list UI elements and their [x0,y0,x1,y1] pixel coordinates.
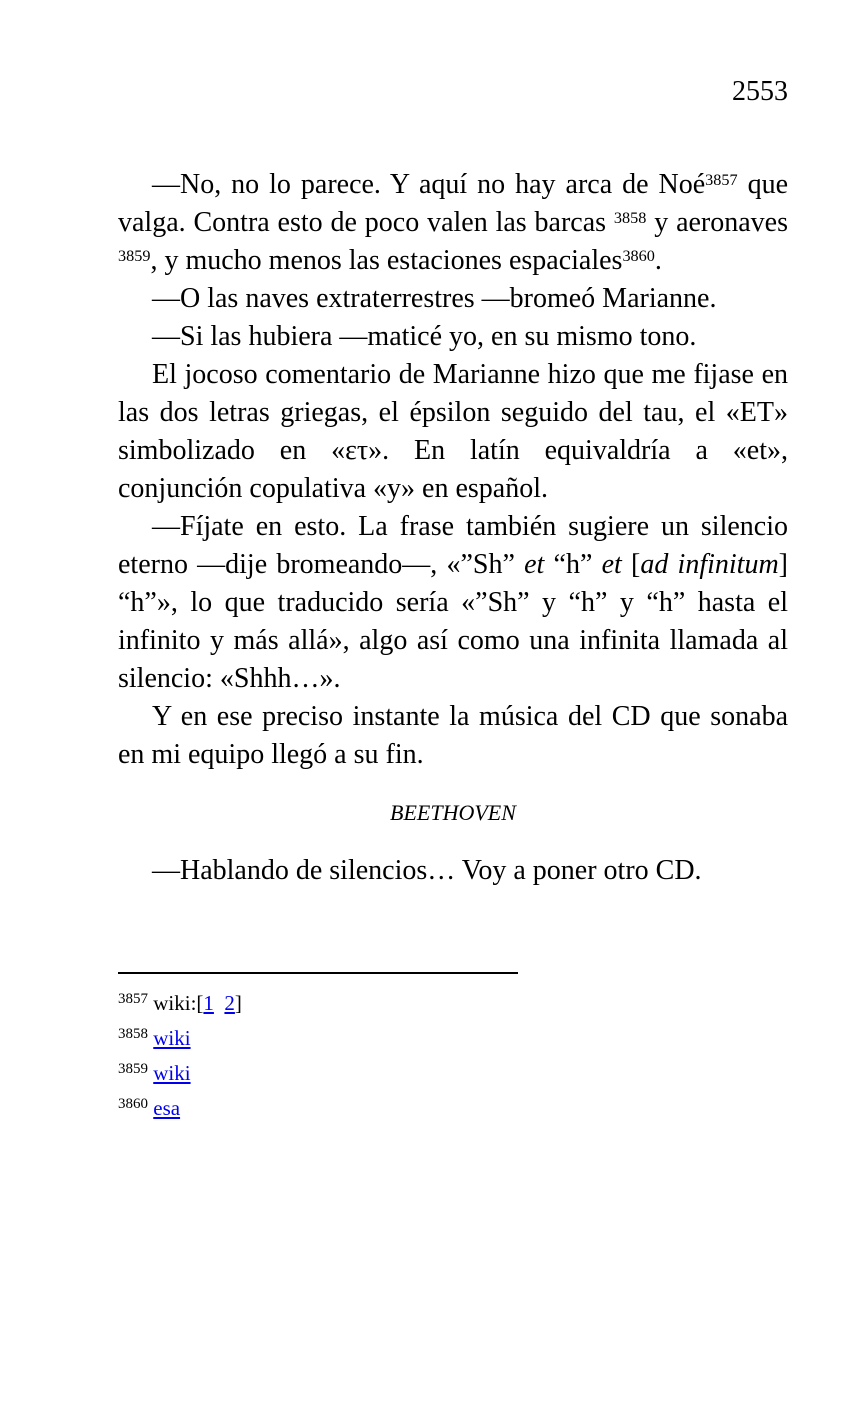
paragraph: —Si las hubiera —maticé yo, en su mismo tono. [152,321,697,352]
footnote-item [118,1019,788,1054]
footnotes [118,972,788,1124]
footnote-marker: 3859 [118,1061,148,1077]
footnote-link[interactable]: wiki [153,1026,191,1050]
footnote-list [118,984,788,1124]
footnote-ref[interactable]: 3858 [613,209,647,228]
paragraph: Y en ese preciso instante la música del CD que sonaba en mi equipo llegó a su fin. [118,701,788,770]
page-number: 2553 [732,76,788,107]
paragraph: —O las naves extraterrestres —bromeó Marianne. [152,283,717,314]
paragraph: —Hablando de silencios… Voy a poner otro CD. [152,855,702,886]
footnote-separator [118,972,518,974]
footnote-ref[interactable]: 3857 [705,171,738,190]
footnote-link[interactable]: esa [153,1096,181,1120]
footnote-link[interactable]: 1 [203,991,214,1015]
footnote-ref[interactable]: 3860 [622,247,655,266]
footnote-marker: 3857 [118,991,148,1007]
text-body [118,166,788,890]
footnote-item [118,1054,788,1089]
section-heading: BEETHOVEN [390,800,516,825]
paragraph: —Fíjate en esto. La frase también sugiere un silencio eterno —dije bromeando—, «”Sh” et “h” et [ad infinitum] “h”», lo que traducido sería «”Sh” y “h” y “h” hasta el infinito y más allá», algo así como una infinita llamada al silencio: «Shhh…». [118,511,788,694]
paragraph: El jocoso comentario de Marianne hizo que me fijase en las dos letras griegas, el épsilon seguido del tau, el «ET» simbolizado en «ετ». En latín equivaldría a «et», conjunción copulativa «y» en español. [118,359,788,504]
footnote-item: $^{3857}$ wiki:[1 2] [118,991,242,1015]
italic-text: ad infinitum [640,549,779,580]
footnote-item [118,1089,788,1124]
footnote-ref[interactable]: 3859 [118,247,151,266]
footnote-link[interactable]: wiki [153,1061,191,1085]
paragraph: —No, no lo parece. Y aquí no hay arca de Noé$^{3857}$ que valga. Contra esto de poco valen las barcas $^{3858}$ y aeronaves $^{3859}$, y mucho menos las estaciones espaciales$^{3860}$. [118,169,789,276]
italic-text: et [524,549,545,580]
footnote-link[interactable]: 2 [224,991,235,1015]
footnote-marker: 3858 [118,1026,148,1042]
footnote-marker: 3860 [118,1096,148,1112]
italic-text: et [601,549,622,580]
